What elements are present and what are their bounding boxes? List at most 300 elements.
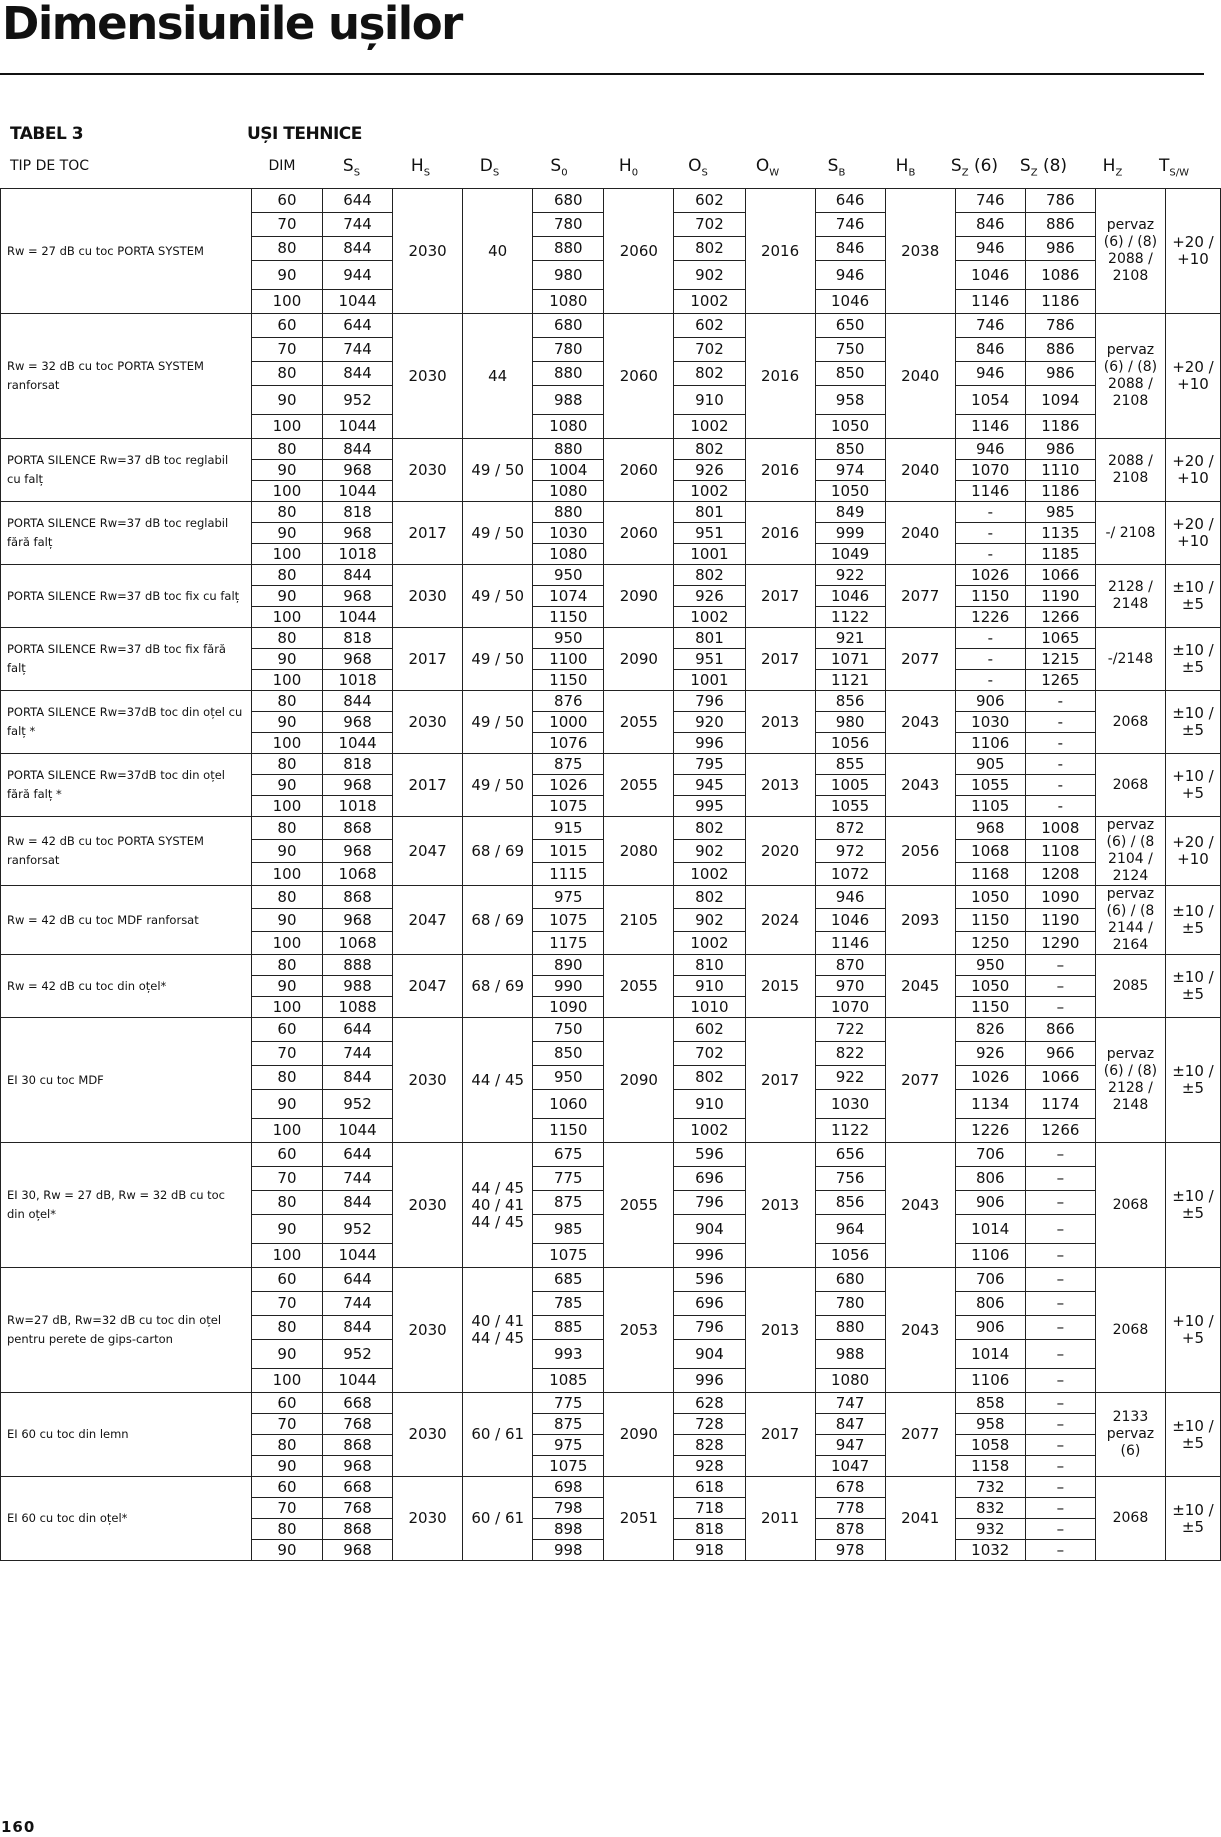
cell-os: 796 bbox=[674, 1316, 745, 1340]
cell-ss: 1044 bbox=[323, 481, 393, 502]
cell-sz8: 1186 bbox=[1025, 290, 1095, 314]
cell-sb: 970 bbox=[815, 976, 885, 997]
cell-h0: 2060 bbox=[604, 314, 674, 439]
cell-dim: 100 bbox=[251, 1369, 322, 1393]
cell-type: EI 60 cu toc din lemn bbox=[1, 1393, 252, 1477]
cell-s0: 1030 bbox=[533, 523, 604, 544]
cell-ss: 1068 bbox=[323, 932, 393, 955]
cell-ss: 644 bbox=[323, 1268, 393, 1292]
cell-s0: 880 bbox=[533, 502, 604, 523]
header-hb: $H_B$ bbox=[895, 156, 916, 179]
cell-s0: 1075 bbox=[533, 796, 604, 817]
cell-dim: 100 bbox=[251, 290, 322, 314]
cell-sz6: 1055 bbox=[955, 775, 1025, 796]
cell-sb: 946 bbox=[815, 886, 885, 909]
cell-dim: 80 bbox=[251, 1191, 322, 1215]
cell-sz8: – bbox=[1025, 1414, 1095, 1435]
cell-sb: 1030 bbox=[815, 1090, 885, 1119]
cell-os: 996 bbox=[674, 1369, 745, 1393]
cell-s0: 1090 bbox=[533, 997, 604, 1018]
cell-sz8: – bbox=[1025, 1498, 1095, 1519]
cell-hb: 2041 bbox=[885, 1477, 955, 1561]
cell-tsw: +20 / +10 bbox=[1165, 439, 1220, 502]
cell-os: 801 bbox=[674, 502, 745, 523]
cell-os: 910 bbox=[674, 1090, 745, 1119]
table-label: TABEL 3 bbox=[10, 124, 84, 144]
cell-sz6: 1068 bbox=[955, 840, 1025, 863]
table-row bbox=[1, 886, 1221, 909]
cell-sz8: – bbox=[1025, 1167, 1095, 1191]
cell-dim: 90 bbox=[251, 909, 322, 932]
cell-sz8: – bbox=[1025, 1477, 1095, 1498]
cell-h0: 2060 bbox=[604, 189, 674, 314]
cell-type: EI 60 cu toc din oțel* bbox=[1, 1477, 252, 1561]
cell-tsw: ±10 / ±5 bbox=[1165, 1393, 1220, 1477]
cell-dim: 90 bbox=[251, 1090, 322, 1119]
cell-s0: 988 bbox=[533, 386, 604, 415]
cell-os: 945 bbox=[674, 775, 745, 796]
cell-sb: 878 bbox=[815, 1519, 885, 1540]
cell-type: Rw = 42 dB cu toc MDF ranforsat bbox=[1, 886, 252, 955]
cell-os: 1002 bbox=[674, 481, 745, 502]
cell-hz: pervaz (6) / (8 2104 / 2124 bbox=[1095, 817, 1165, 886]
cell-ss: 844 bbox=[323, 1191, 393, 1215]
cell-tsw: ±10 / ±5 bbox=[1165, 886, 1220, 955]
cell-os: 918 bbox=[674, 1540, 745, 1561]
cell-sz6: 926 bbox=[955, 1042, 1025, 1066]
cell-sb: 870 bbox=[815, 955, 885, 976]
cell-ss: 844 bbox=[323, 691, 393, 712]
cell-os: 728 bbox=[674, 1414, 745, 1435]
cell-ss: 944 bbox=[323, 261, 393, 290]
cell-ow: 2016 bbox=[745, 314, 815, 439]
cell-os: 718 bbox=[674, 1498, 745, 1519]
table-row bbox=[1, 754, 1221, 775]
cell-s0: 1100 bbox=[533, 649, 604, 670]
cell-h0: 2105 bbox=[604, 886, 674, 955]
cell-os: 996 bbox=[674, 1244, 745, 1268]
header-sz8: $S_Z$ (8) bbox=[1019, 156, 1068, 179]
cell-hz: -/ 2108 bbox=[1095, 502, 1165, 565]
cell-dim: 100 bbox=[251, 932, 322, 955]
cell-sz8: 1094 bbox=[1025, 386, 1095, 415]
cell-sz6: 1070 bbox=[955, 460, 1025, 481]
cell-hs: 2030 bbox=[393, 691, 463, 754]
cell-ss: 744 bbox=[323, 1167, 393, 1191]
cell-s0: 1080 bbox=[533, 415, 604, 439]
cell-sb: 1056 bbox=[815, 1244, 885, 1268]
cell-sz8: 1008 bbox=[1025, 817, 1095, 840]
cell-tsw: +20 / +10 bbox=[1165, 817, 1220, 886]
cell-type: PORTA SILENCE Rw=37 dB toc reglabil fără falț bbox=[1, 502, 252, 565]
cell-dim: 90 bbox=[251, 261, 322, 290]
cell-tsw: ±10 / ±5 bbox=[1165, 691, 1220, 754]
cell-type: PORTA SILENCE Rw=37 dB toc reglabil cu falț bbox=[1, 439, 252, 502]
cell-hs: 2017 bbox=[393, 502, 463, 565]
cell-ss: 968 bbox=[323, 712, 393, 733]
cell-ds: 49 / 50 bbox=[463, 439, 533, 502]
cell-s0: 950 bbox=[533, 1066, 604, 1090]
header-tsw: $T_{S/W}$ bbox=[1159, 156, 1189, 179]
cell-sz8: 986 bbox=[1025, 439, 1095, 460]
cell-sb: 1046 bbox=[815, 586, 885, 607]
cell-type: Rw = 32 dB cu toc PORTA SYSTEM ranforsat bbox=[1, 314, 252, 439]
cell-hb: 2040 bbox=[885, 502, 955, 565]
cell-ss: 1018 bbox=[323, 796, 393, 817]
cell-h0: 2060 bbox=[604, 502, 674, 565]
cell-sb: 1055 bbox=[815, 796, 885, 817]
cell-dim: 90 bbox=[251, 649, 322, 670]
header-ss: $S_S$ bbox=[342, 156, 361, 179]
cell-h0: 2053 bbox=[604, 1268, 674, 1393]
cell-s0: 1075 bbox=[533, 1244, 604, 1268]
cell-sz6: 1032 bbox=[955, 1540, 1025, 1561]
cell-sz8: 866 bbox=[1025, 1018, 1095, 1042]
cell-dim: 100 bbox=[251, 863, 322, 886]
table-title: UȘI TEHNICE bbox=[247, 124, 362, 144]
cell-hz: 2068 bbox=[1095, 1143, 1165, 1268]
cell-dim: 80 bbox=[251, 691, 322, 712]
cell-h0: 2090 bbox=[604, 1018, 674, 1143]
cell-sz6: 932 bbox=[955, 1519, 1025, 1540]
cell-ss: 968 bbox=[323, 909, 393, 932]
cell-hb: 2093 bbox=[885, 886, 955, 955]
cell-hz: 2088 / 2108 bbox=[1095, 439, 1165, 502]
cell-sz8: - bbox=[1025, 691, 1095, 712]
cell-hs: 2030 bbox=[393, 1393, 463, 1477]
cell-sz6: 1105 bbox=[955, 796, 1025, 817]
cell-sz8: 1086 bbox=[1025, 261, 1095, 290]
cell-os: 810 bbox=[674, 955, 745, 976]
cell-dim: 90 bbox=[251, 586, 322, 607]
cell-ds: 44 / 45 40 / 41 44 / 45 bbox=[463, 1143, 533, 1268]
cell-hs: 2030 bbox=[393, 314, 463, 439]
cell-hz: 2068 bbox=[1095, 1268, 1165, 1393]
cell-sb: 1047 bbox=[815, 1456, 885, 1477]
cell-dim: 100 bbox=[251, 607, 322, 628]
cell-sz6: 1106 bbox=[955, 1244, 1025, 1268]
cell-ds: 40 bbox=[463, 189, 533, 314]
cell-s0: 1085 bbox=[533, 1369, 604, 1393]
cell-dim: 80 bbox=[251, 237, 322, 261]
cell-sb: 978 bbox=[815, 1540, 885, 1561]
cell-tsw: +20 / +10 bbox=[1165, 502, 1220, 565]
cell-dim: 80 bbox=[251, 439, 322, 460]
header-os: $O_S$ bbox=[688, 156, 708, 179]
cell-sb: 946 bbox=[815, 261, 885, 290]
cell-ss: 968 bbox=[323, 586, 393, 607]
cell-sz6: 846 bbox=[955, 213, 1025, 237]
cell-sb: 1121 bbox=[815, 670, 885, 691]
cell-sz8: – bbox=[1025, 1393, 1095, 1414]
cell-sz6: - bbox=[955, 502, 1025, 523]
cell-sz8: 1066 bbox=[1025, 1066, 1095, 1090]
cell-dim: 90 bbox=[251, 1540, 322, 1561]
cell-sb: 1005 bbox=[815, 775, 885, 796]
cell-sz6: 968 bbox=[955, 817, 1025, 840]
cell-dim: 90 bbox=[251, 460, 322, 481]
cell-sb: 922 bbox=[815, 1066, 885, 1090]
cell-sb: 650 bbox=[815, 314, 885, 338]
cell-ss: 888 bbox=[323, 955, 393, 976]
cell-hb: 2038 bbox=[885, 189, 955, 314]
cell-ow: 2016 bbox=[745, 502, 815, 565]
cell-sz8: 1190 bbox=[1025, 586, 1095, 607]
cell-s0: 1076 bbox=[533, 733, 604, 754]
cell-s0: 798 bbox=[533, 1498, 604, 1519]
cell-ow: 2017 bbox=[745, 565, 815, 628]
cell-ss: 868 bbox=[323, 886, 393, 909]
cell-s0: 875 bbox=[533, 1191, 604, 1215]
cell-sz6: 1014 bbox=[955, 1215, 1025, 1244]
cell-s0: 1080 bbox=[533, 481, 604, 502]
cell-dim: 90 bbox=[251, 976, 322, 997]
cell-sz8: 1290 bbox=[1025, 932, 1095, 955]
cell-sz6: 905 bbox=[955, 754, 1025, 775]
cell-s0: 875 bbox=[533, 1414, 604, 1435]
cell-os: 702 bbox=[674, 1042, 745, 1066]
cell-ss: 818 bbox=[323, 502, 393, 523]
cell-ss: 968 bbox=[323, 1456, 393, 1477]
cell-type: EI 30, Rw = 27 dB, Rw = 32 dB cu toc din oțel* bbox=[1, 1143, 252, 1268]
cell-sb: 1122 bbox=[815, 1119, 885, 1143]
cell-os: 902 bbox=[674, 840, 745, 863]
cell-os: 801 bbox=[674, 628, 745, 649]
cell-ss: 1088 bbox=[323, 997, 393, 1018]
cell-sb: 850 bbox=[815, 439, 885, 460]
cell-hz: pervaz (6) / (8) 2088 / 2108 bbox=[1095, 189, 1165, 314]
cell-s0: 685 bbox=[533, 1268, 604, 1292]
cell-sz8: 886 bbox=[1025, 213, 1095, 237]
cell-sz6: 1026 bbox=[955, 1066, 1025, 1090]
cell-tsw: ±10 / ±5 bbox=[1165, 628, 1220, 691]
cell-type: PORTA SILENCE Rw=37dB toc din oțel cu falț * bbox=[1, 691, 252, 754]
cell-s0: 993 bbox=[533, 1340, 604, 1369]
cell-hb: 2043 bbox=[885, 691, 955, 754]
cell-sb: 847 bbox=[815, 1414, 885, 1435]
cell-sb: 856 bbox=[815, 691, 885, 712]
cell-sb: 980 bbox=[815, 712, 885, 733]
cell-sb: 922 bbox=[815, 565, 885, 586]
cell-os: 602 bbox=[674, 314, 745, 338]
cell-sz8: - bbox=[1025, 712, 1095, 733]
table-row bbox=[1, 1018, 1221, 1042]
cell-sb: 1146 bbox=[815, 932, 885, 955]
cell-ss: 744 bbox=[323, 338, 393, 362]
cell-s0: 950 bbox=[533, 565, 604, 586]
cell-os: 928 bbox=[674, 1456, 745, 1477]
cell-h0: 2051 bbox=[604, 1477, 674, 1561]
cell-ss: 952 bbox=[323, 386, 393, 415]
cell-ss: 1044 bbox=[323, 1244, 393, 1268]
cell-dim: 70 bbox=[251, 1414, 322, 1435]
cell-os: 802 bbox=[674, 439, 745, 460]
cell-ss: 1068 bbox=[323, 863, 393, 886]
cell-hb: 2077 bbox=[885, 1018, 955, 1143]
cell-os: 618 bbox=[674, 1477, 745, 1498]
cell-ow: 2016 bbox=[745, 189, 815, 314]
cell-ss: 844 bbox=[323, 565, 393, 586]
cell-s0: 675 bbox=[533, 1143, 604, 1167]
cell-ss: 844 bbox=[323, 439, 393, 460]
cell-hb: 2056 bbox=[885, 817, 955, 886]
cell-s0: 880 bbox=[533, 439, 604, 460]
cell-sz6: 1134 bbox=[955, 1090, 1025, 1119]
cell-hs: 2030 bbox=[393, 1268, 463, 1393]
cell-sz8: 1190 bbox=[1025, 909, 1095, 932]
cell-sz8: – bbox=[1025, 1456, 1095, 1477]
cell-sz8: 786 bbox=[1025, 314, 1095, 338]
table-row bbox=[1, 565, 1221, 586]
cell-ss: 1044 bbox=[323, 415, 393, 439]
header-sb: $S_B$ bbox=[827, 156, 846, 179]
cell-sz6: 1168 bbox=[955, 863, 1025, 886]
cell-dim: 100 bbox=[251, 1119, 322, 1143]
cell-os: 1002 bbox=[674, 290, 745, 314]
cell-sz8: – bbox=[1025, 1244, 1095, 1268]
cell-s0: 698 bbox=[533, 1477, 604, 1498]
cell-sz8: - bbox=[1025, 754, 1095, 775]
cell-sz6: 1046 bbox=[955, 261, 1025, 290]
cell-ds: 44 / 45 bbox=[463, 1018, 533, 1143]
cell-tsw: ±10 / ±5 bbox=[1165, 955, 1220, 1018]
cell-os: 951 bbox=[674, 523, 745, 544]
cell-dim: 70 bbox=[251, 1167, 322, 1191]
cell-ss: 668 bbox=[323, 1393, 393, 1414]
cell-sb: 850 bbox=[815, 362, 885, 386]
header-hs: $H_S$ bbox=[410, 156, 431, 179]
cell-hs: 2030 bbox=[393, 189, 463, 314]
cell-ow: 2013 bbox=[745, 754, 815, 817]
cell-ss: 1044 bbox=[323, 1119, 393, 1143]
cell-sz8: – bbox=[1025, 1268, 1095, 1292]
cell-hz: pervaz (6) / (8) 2128 / 2148 bbox=[1095, 1018, 1165, 1143]
cell-s0: 1015 bbox=[533, 840, 604, 863]
cell-sz8: 1215 bbox=[1025, 649, 1095, 670]
cell-sz8: 1186 bbox=[1025, 415, 1095, 439]
cell-sb: 964 bbox=[815, 1215, 885, 1244]
cell-os: 796 bbox=[674, 1191, 745, 1215]
cell-s0: 780 bbox=[533, 338, 604, 362]
cell-ds: 49 / 50 bbox=[463, 628, 533, 691]
cell-type: EI 30 cu toc MDF bbox=[1, 1018, 252, 1143]
cell-sz8: – bbox=[1025, 976, 1095, 997]
cell-ss: 968 bbox=[323, 1540, 393, 1561]
cell-os: 702 bbox=[674, 213, 745, 237]
cell-sb: 947 bbox=[815, 1435, 885, 1456]
cell-hb: 2043 bbox=[885, 1143, 955, 1268]
cell-hz: 2128 / 2148 bbox=[1095, 565, 1165, 628]
cell-os: 1002 bbox=[674, 863, 745, 886]
cell-dim: 80 bbox=[251, 886, 322, 909]
cell-hs: 2030 bbox=[393, 1018, 463, 1143]
cell-sb: 999 bbox=[815, 523, 885, 544]
cell-sb: 972 bbox=[815, 840, 885, 863]
cell-os: 910 bbox=[674, 386, 745, 415]
cell-sz6: 950 bbox=[955, 955, 1025, 976]
cell-sz8: – bbox=[1025, 1191, 1095, 1215]
cell-type: Rw=27 dB, Rw=32 dB cu toc din oțel pentru perete de gips-carton bbox=[1, 1268, 252, 1393]
cell-os: 902 bbox=[674, 261, 745, 290]
cell-s0: 885 bbox=[533, 1316, 604, 1340]
cell-s0: 1115 bbox=[533, 863, 604, 886]
cell-ds: 60 / 61 bbox=[463, 1393, 533, 1477]
cell-ds: 68 / 69 bbox=[463, 886, 533, 955]
cell-ss: 968 bbox=[323, 775, 393, 796]
cell-os: 602 bbox=[674, 189, 745, 213]
cell-dim: 80 bbox=[251, 565, 322, 586]
cell-hs: 2047 bbox=[393, 955, 463, 1018]
cell-os: 951 bbox=[674, 649, 745, 670]
cell-hz: pervaz (6) / (8) 2088 / 2108 bbox=[1095, 314, 1165, 439]
cell-dim: 70 bbox=[251, 1292, 322, 1316]
cell-os: 1010 bbox=[674, 997, 745, 1018]
cell-s0: 1150 bbox=[533, 1119, 604, 1143]
table-row bbox=[1, 955, 1221, 976]
cell-os: 926 bbox=[674, 460, 745, 481]
cell-type: PORTA SILENCE Rw=37dB toc din oțel fără falț * bbox=[1, 754, 252, 817]
cell-ds: 44 bbox=[463, 314, 533, 439]
cell-ds: 68 / 69 bbox=[463, 955, 533, 1018]
cell-sz6: 746 bbox=[955, 189, 1025, 213]
cell-hz: -/2148 bbox=[1095, 628, 1165, 691]
header-dim: DIM bbox=[268, 158, 296, 174]
cell-dim: 70 bbox=[251, 1498, 322, 1519]
cell-tsw: +10 / +5 bbox=[1165, 1268, 1220, 1393]
cell-os: 904 bbox=[674, 1340, 745, 1369]
cell-dim: 80 bbox=[251, 1066, 322, 1090]
cell-hb: 2077 bbox=[885, 1393, 955, 1477]
header-sz6: $S_Z$ (6) bbox=[950, 156, 999, 179]
cell-hs: 2017 bbox=[393, 628, 463, 691]
cell-os: 1001 bbox=[674, 670, 745, 691]
cell-s0: 1075 bbox=[533, 909, 604, 932]
cell-ss: 1044 bbox=[323, 290, 393, 314]
cell-sz8: 1266 bbox=[1025, 607, 1095, 628]
cell-sb: 656 bbox=[815, 1143, 885, 1167]
cell-os: 1002 bbox=[674, 932, 745, 955]
cell-sb: 747 bbox=[815, 1393, 885, 1414]
table-row bbox=[1, 314, 1221, 338]
cell-os: 996 bbox=[674, 733, 745, 754]
cell-dim: 100 bbox=[251, 544, 322, 565]
cell-sz6: 1150 bbox=[955, 909, 1025, 932]
cell-sz6: - bbox=[955, 544, 1025, 565]
cell-tsw: ±10 / ±5 bbox=[1165, 1018, 1220, 1143]
cell-sz6: 806 bbox=[955, 1167, 1025, 1191]
cell-sb: 988 bbox=[815, 1340, 885, 1369]
cell-sb: 1050 bbox=[815, 481, 885, 502]
cell-dim: 80 bbox=[251, 817, 322, 840]
cell-sb: 756 bbox=[815, 1167, 885, 1191]
cell-sz6: 1058 bbox=[955, 1435, 1025, 1456]
cell-os: 802 bbox=[674, 1066, 745, 1090]
cell-s0: 998 bbox=[533, 1540, 604, 1561]
cell-sz8: – bbox=[1025, 1215, 1095, 1244]
cell-ds: 49 / 50 bbox=[463, 754, 533, 817]
cell-s0: 875 bbox=[533, 754, 604, 775]
cell-sb: 722 bbox=[815, 1018, 885, 1042]
cell-ss: 868 bbox=[323, 1519, 393, 1540]
cell-dim: 60 bbox=[251, 1143, 322, 1167]
cell-tsw: +10 / +5 bbox=[1165, 754, 1220, 817]
cell-s0: 876 bbox=[533, 691, 604, 712]
cell-dim: 70 bbox=[251, 338, 322, 362]
cell-ow: 2017 bbox=[745, 1018, 815, 1143]
cell-sz6: 806 bbox=[955, 1292, 1025, 1316]
cell-sz8: 1135 bbox=[1025, 523, 1095, 544]
cell-ss: 744 bbox=[323, 1292, 393, 1316]
